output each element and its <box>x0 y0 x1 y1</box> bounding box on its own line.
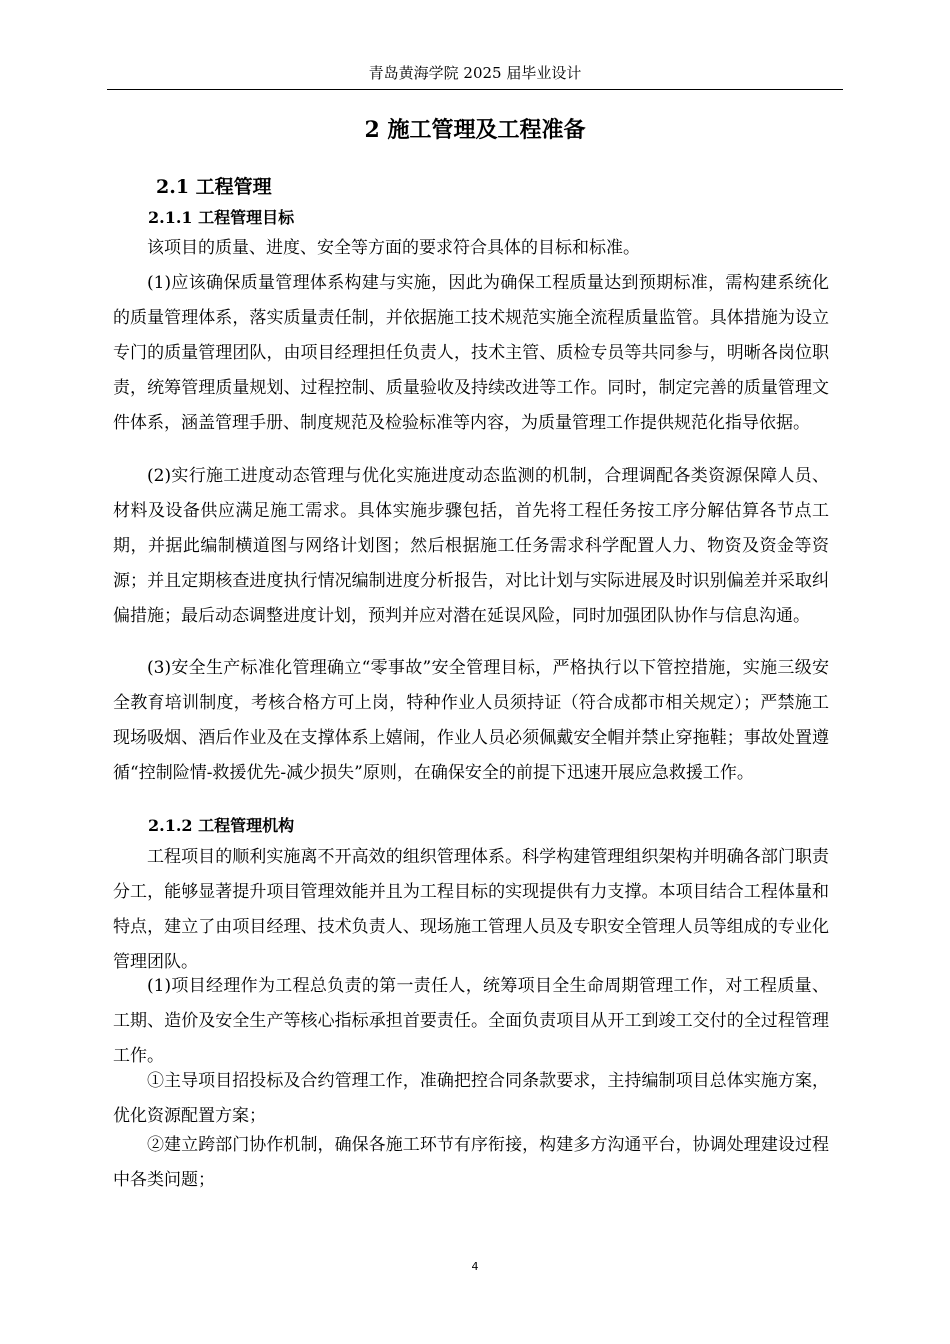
section-title: 2.1 工程管理 <box>156 176 272 198</box>
paragraph: (1)应该确保质量管理体系构建与实施，因此为确保工程质量达到预期标准，需构建系统化的质量管理体系，落实质量责任制，并依据施工技术规范实施全流程质量监管。具体措施为设立专门的质量管理团队，由项目经理担任负责人，技术主管、质检专员等共同参与，明晰各岗位职责，统筹管理质量规划、过程控制、质量验收及持续改进等工作。同时，制定完善的质量管理文件体系，涵盖管理手册、制度规范及检验标准等内容，为质量管理工作提供规范化指导依据。 <box>113 273 829 433</box>
subsection-title-2-1-1: 2.1.1 工程管理目标 <box>148 208 295 227</box>
page-header: 青岛黄海学院 2025 届毕业设计 <box>368 64 582 82</box>
paragraph: 该项目的质量、进度、安全等方面的要求符合具体的目标和标准。 <box>147 238 640 258</box>
paragraph: (2)实行施工进度动态管理与优化实施进度动态监测的机制，合理调配各类资源保障人员、材料及设备供应满足施工需求。具体实施步骤包括，首先将工程任务按工序分解估算各节点工期，并据此编制横道图与网络计划图；然后根据施工任务需求科学配置人力、物资及资金等资源；并且定期核查进度执行情况编制进度分析报告，对比计划与实际进展及时识别偏差并采取纠偏措施；最后动态调整进度计划，预判并应对潜在延误风险，同时加强团队协作与信息沟通。 <box>113 466 829 626</box>
chapter-title: 2 施工管理及工程准备 <box>364 117 586 143</box>
subsection-title-2-1-2: 2.1.2 工程管理机构 <box>148 816 295 835</box>
paragraph: (3)安全生产标准化管理确立“零事故”安全管理目标，严格执行以下管控措施，实施三级安全教育培训制度，考核合格方可上岗，特种作业人员须持证（符合成都市相关规定）；严禁施工现场吸烟、酒后作业及在支撑体系上嬉闹，作业人员必须佩戴安全帽并禁止穿拖鞋；事故处置遵循“控制险情-救援优先-减少损失”原则，在确保安全的前提下迅速开展应急救援工作。 <box>113 658 829 783</box>
paragraph: (1)项目经理作为工程总负责的第一责任人，统筹项目全生命周期管理工作，对工程质量、工期、造价及安全生产等核心指标承担首要责任。全面负责项目从开工到竣工交付的全过程管理工作。 <box>113 976 829 1066</box>
page-number: 4 <box>471 1260 479 1273</box>
header-divider <box>107 89 843 90</box>
paragraph: ①主导项目招投标及合约管理工作，准确把控合同条款要求，主持编制项目总体实施方案，优化资源配置方案； <box>113 1071 829 1126</box>
paragraph: 工程项目的顺利实施离不开高效的组织管理体系。科学构建管理组织架构并明确各部门职责分工，能够显著提升项目管理效能并且为工程目标的实现提供有力支撑。本项目结合工程体量和特点，建立了由项目经理、技术负责人、现场施工管理人员及专职安全管理人员等组成的专业化管理团队。 <box>113 847 829 972</box>
paragraph: ②建立跨部门协作机制，确保各施工环节有序衔接，构建多方沟通平台，协调处理建设过程中各类问题； <box>113 1135 829 1190</box>
